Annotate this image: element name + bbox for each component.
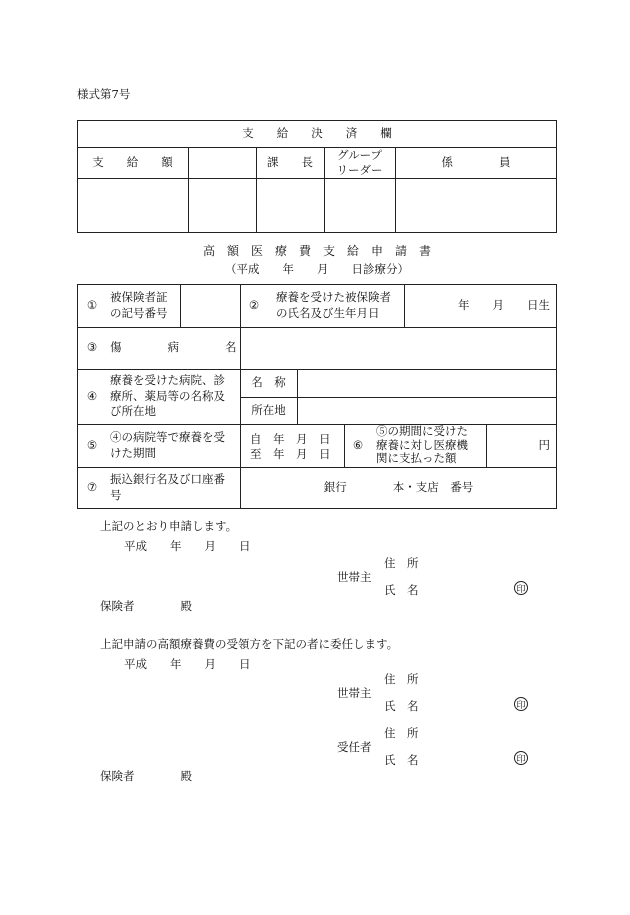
- staff-stamp-area[interactable]: [395, 178, 557, 233]
- approval-amount-label: 支 給 額: [92, 154, 173, 169]
- applicant-name-label: 氏 名: [384, 583, 419, 597]
- row7-number: ⑦: [86, 480, 98, 495]
- group-leader-stamp-area[interactable]: [324, 178, 395, 233]
- disease-name-input[interactable]: [240, 327, 557, 369]
- delegate-seal-icon: 印: [514, 751, 528, 765]
- applicant-address-label: 住 所: [384, 556, 419, 570]
- staff-label: 係 員: [441, 154, 511, 169]
- delegation-statement: 上記申請の高額療養費の受領方を下記の者に委任します。: [100, 637, 399, 651]
- hospital-address-input[interactable]: [297, 397, 557, 424]
- application-insurer: 保険者 殿: [100, 599, 192, 613]
- section-chief-label: 課 長: [267, 154, 313, 169]
- delegate-name-label: 氏 名: [384, 753, 419, 767]
- period-to-field[interactable]: 至 年 月 日: [250, 447, 331, 461]
- disease-name-label: 傷 病 名: [110, 340, 237, 355]
- householder-label: 世帯主: [337, 686, 372, 700]
- delegation-date[interactable]: 平成 年 月 日: [124, 657, 251, 671]
- row4-number: ④: [86, 388, 98, 403]
- paid-amount-label: ⑤の期間に受けた 療養に対し医療機 関に支払った額: [376, 423, 468, 466]
- section-chief-stamp-area[interactable]: [256, 178, 324, 233]
- row2-number: ②: [248, 297, 260, 312]
- hospital-name-input[interactable]: [297, 369, 557, 397]
- bank-account-label: 振込銀行名及び口座番 号: [110, 472, 225, 502]
- insurance-card-number-label: 被保険者証 の記号番号: [110, 289, 168, 320]
- row6-number: ⑥: [352, 437, 364, 452]
- paid-amount-field[interactable]: 円: [538, 437, 550, 452]
- hospital-name-label: 名 称: [251, 375, 286, 390]
- householder-address-label: 住 所: [384, 672, 419, 686]
- applicant-seal-icon: 印: [514, 581, 528, 595]
- row1-number: ①: [86, 297, 98, 312]
- group-leader-label: グループ リーダー: [336, 148, 383, 177]
- delegation-insurer: 保険者 殿: [100, 769, 192, 783]
- bank-account-field[interactable]: 銀行 本・支店 番号: [323, 480, 474, 495]
- hospital-address-label: 所在地: [251, 402, 286, 417]
- hospital-label: 療養を受けた病院、診 療所、薬局等の名称及 び所在地: [110, 373, 225, 419]
- delegate-address-label: 住 所: [384, 726, 419, 740]
- application-date[interactable]: 平成 年 月 日: [124, 539, 251, 553]
- insured-name-dob-label: 療養を受けた被保険者 の氏名及び生年月日: [276, 289, 391, 320]
- applicant-householder-label: 世帯主: [337, 570, 372, 584]
- approval-amount-input[interactable]: [188, 178, 256, 233]
- form-number: 様式第7号: [77, 87, 131, 101]
- delegate-label: 受任者: [337, 740, 372, 754]
- treatment-period-label: ④の病院等で療養を受 けた期間: [110, 429, 225, 460]
- approval-title: 支 給 決 済 欄: [242, 125, 392, 140]
- row5-number: ⑤: [86, 437, 98, 452]
- row3-number: ③: [86, 340, 98, 355]
- householder-seal-icon: 印: [514, 697, 528, 711]
- householder-name-label: 氏 名: [384, 699, 419, 713]
- insurance-card-number-input[interactable]: [180, 284, 240, 327]
- form-subtitle: （平成 年 月 日診療分）: [225, 262, 409, 277]
- form-title: 高 額 医 療 費 支 給 申 請 書: [202, 243, 431, 258]
- application-statement: 上記のとおり申請します。: [100, 519, 238, 533]
- insured-dob-field[interactable]: 年 月 日生: [458, 297, 550, 312]
- period-from-field[interactable]: 自 年 月 日: [250, 432, 331, 446]
